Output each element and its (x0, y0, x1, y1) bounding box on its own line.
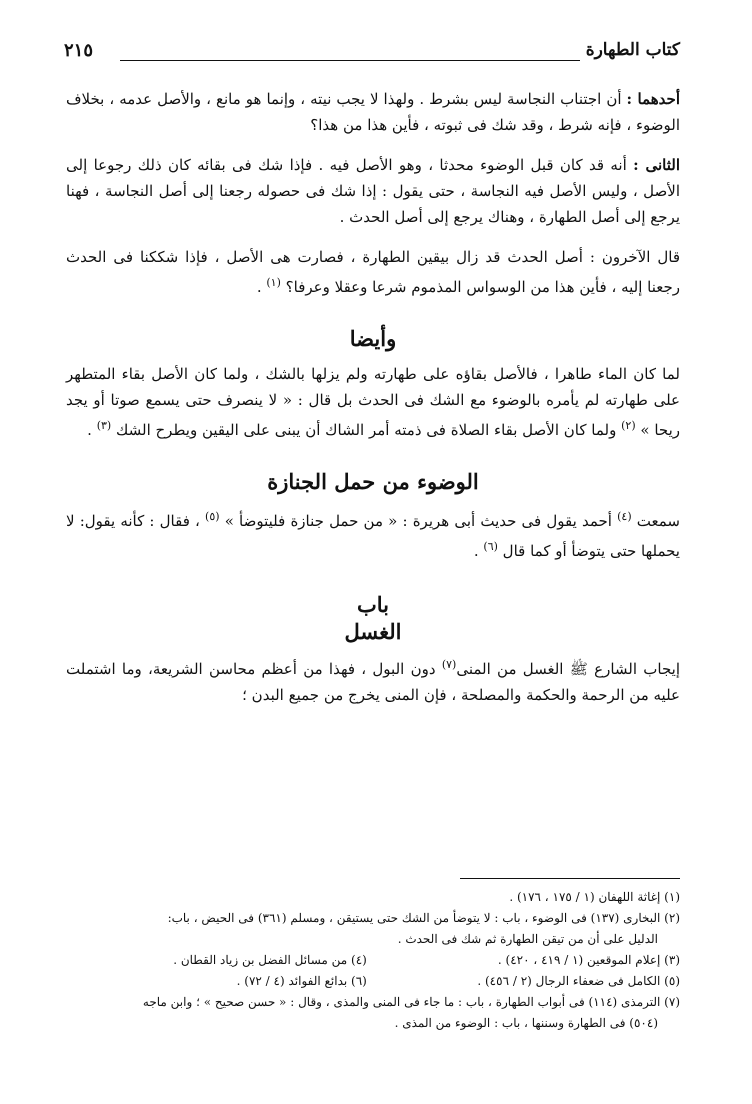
footnote-row (66, 971, 680, 992)
paragraph-tail: . (256, 278, 267, 296)
paragraph-lead: الثانى : (633, 156, 680, 174)
footnote-ref[interactable]: (٧) (441, 658, 457, 671)
footnote-rule (460, 878, 680, 879)
paragraph-text: سمعت (631, 512, 680, 530)
footnotes (66, 878, 680, 1034)
paragraph-text: أن اجتناب النجاسة ليس بشرط . ولهذا لا يجب نيته ، وإنما هو مانع ، والأصل عدمه ، بخلاف الوضوء ، فإنه شرط ، وقد شك فى ثبوته ، فأين هذا من هذا؟ (66, 90, 680, 134)
paragraph-text: ، فقال : كأنه يقول: لا يحملها حتى يتوضأ أو كما قال (66, 512, 680, 560)
page-header (64, 40, 680, 70)
main-text (66, 86, 680, 722)
paragraph-text: أنه قد كان قبل الوضوء محدثا ، وهو الأصل فيه . فإذا شك فى بقائه كان ذلك رجوعا إلى الأصل ، وليس الأصل فيه النجاسة ، حتى يقول : إذا شك فى حصوله رجعنا إلى أصل النجاسة ، فهنا يرجع إلى أصل الطهارة ، وهناك يرجع إلى أصل الحدث . (66, 156, 680, 226)
paragraph-text: أحمد يقول فى حديث أبى هريرة : « من حمل جنازة فليتوضأ » (219, 512, 618, 530)
footnote-ref[interactable]: (٢) (621, 419, 636, 432)
page-number: ٢١٥ (64, 40, 94, 61)
paragraph-text: إيجاب الشارع ﷺ الغسل من المنى (456, 660, 680, 678)
paragraph-first-argument (66, 86, 680, 138)
footnote-5: (٥) الكامل فى ضعفاء الرجال (٢ / ٤٥٦) . (477, 974, 680, 988)
footnote-row (66, 950, 680, 971)
footnote-7-continued: (٥٠٤) فى الطهارة وسننها ، باب : الوضوء من المذى . (394, 1016, 658, 1030)
footnote-ref[interactable]: (٦) (483, 540, 498, 553)
section-aydan-paragraph (66, 361, 680, 443)
paragraph-text: دون البول ، فهذا من أعظم محاسن الشريعة، وما اشتملت عليه من الرحمة والحكمة والمصلحة ، فإن المنى يخرج من جميع البدن ؛ (66, 660, 680, 704)
paragraph-text: قال الآخرون : أصل الحدث قد زال بيقين الطهارة ، فصارت هى الأصل ، فإذا شككنا فى الحدث رجعنا إليه ، فأين هذا من الوسواس المذموم شرعا وعقلا وعرفا؟ (66, 248, 680, 296)
footnote-6: (٦) بدائع الفوائد (٤ / ٧٢) . (236, 974, 367, 988)
chapter-paragraph (66, 652, 680, 708)
paragraph-tail: . (473, 542, 484, 560)
paragraph-others-said (66, 244, 680, 300)
chapter-title: الغسل (344, 619, 402, 644)
footnote-ref[interactable]: (٣) (96, 419, 112, 432)
paragraph-text: ولما كان الأصل بقاء الصلاة فى ذمته أمر الشاك أن يبنى على اليقين ويطرح الشك (111, 421, 622, 439)
footnote-3: (٣) إعلام الموقعين (١ / ٤١٩ ، ٤٢٠) . (497, 953, 680, 967)
section-title-aydan: وأيضا (349, 326, 397, 351)
chapter-label: باب (356, 592, 389, 617)
footnote-ref[interactable]: (٥) (205, 510, 220, 523)
footnote-ref[interactable]: (١) (266, 276, 281, 289)
footnote-2-continued: الدليل على أن من تيقن الطهارة ثم شك فى الحدث . (397, 932, 658, 946)
footnote-7: (٧) الترمذى (١١٤) فى أبواب الطهارة ، باب : ما جاء فى المنى والمذى ، وقال : « حسن صحيح » ؛ وابن ماجه (142, 995, 680, 1009)
footnote-4: (٤) من مسائل الفضل بن زياد القطان . (173, 953, 367, 967)
paragraph-tail: . (87, 421, 97, 439)
footnote-2: (٢) البخارى (١٣٧) فى الوضوء ، باب : لا يتوضأ من الشك حتى يستيقن ، ومسلم (٣٦١) فى الحيض ، باب: (167, 911, 680, 925)
footnote-ref[interactable]: (٤) (617, 510, 632, 523)
running-title: كتاب الطهارة (585, 40, 680, 60)
footnote-1: (١) إغاثة اللهفان (١ / ١٧٥ ، ١٧٦) . (509, 890, 680, 904)
paragraph-second-argument (66, 152, 680, 230)
section-title-janaza: الوضوء من حمل الجنازة (267, 469, 479, 494)
header-rule (120, 60, 580, 61)
paragraph-text: لما كان الماء طاهرا ، فالأصل بقاؤه على طهارته ولم يزلها بالشك ، ولما كان الأصل بقاء المتطهر على طهارته لم يأمره بالوضوء مع الشك فى الحدث بل قال : « لا ينصرف حتى يسمع صوتا أو يجد ريحا » (66, 365, 680, 439)
paragraph-lead: أحدهما : (626, 90, 680, 108)
section-janaza-paragraph (66, 504, 680, 564)
